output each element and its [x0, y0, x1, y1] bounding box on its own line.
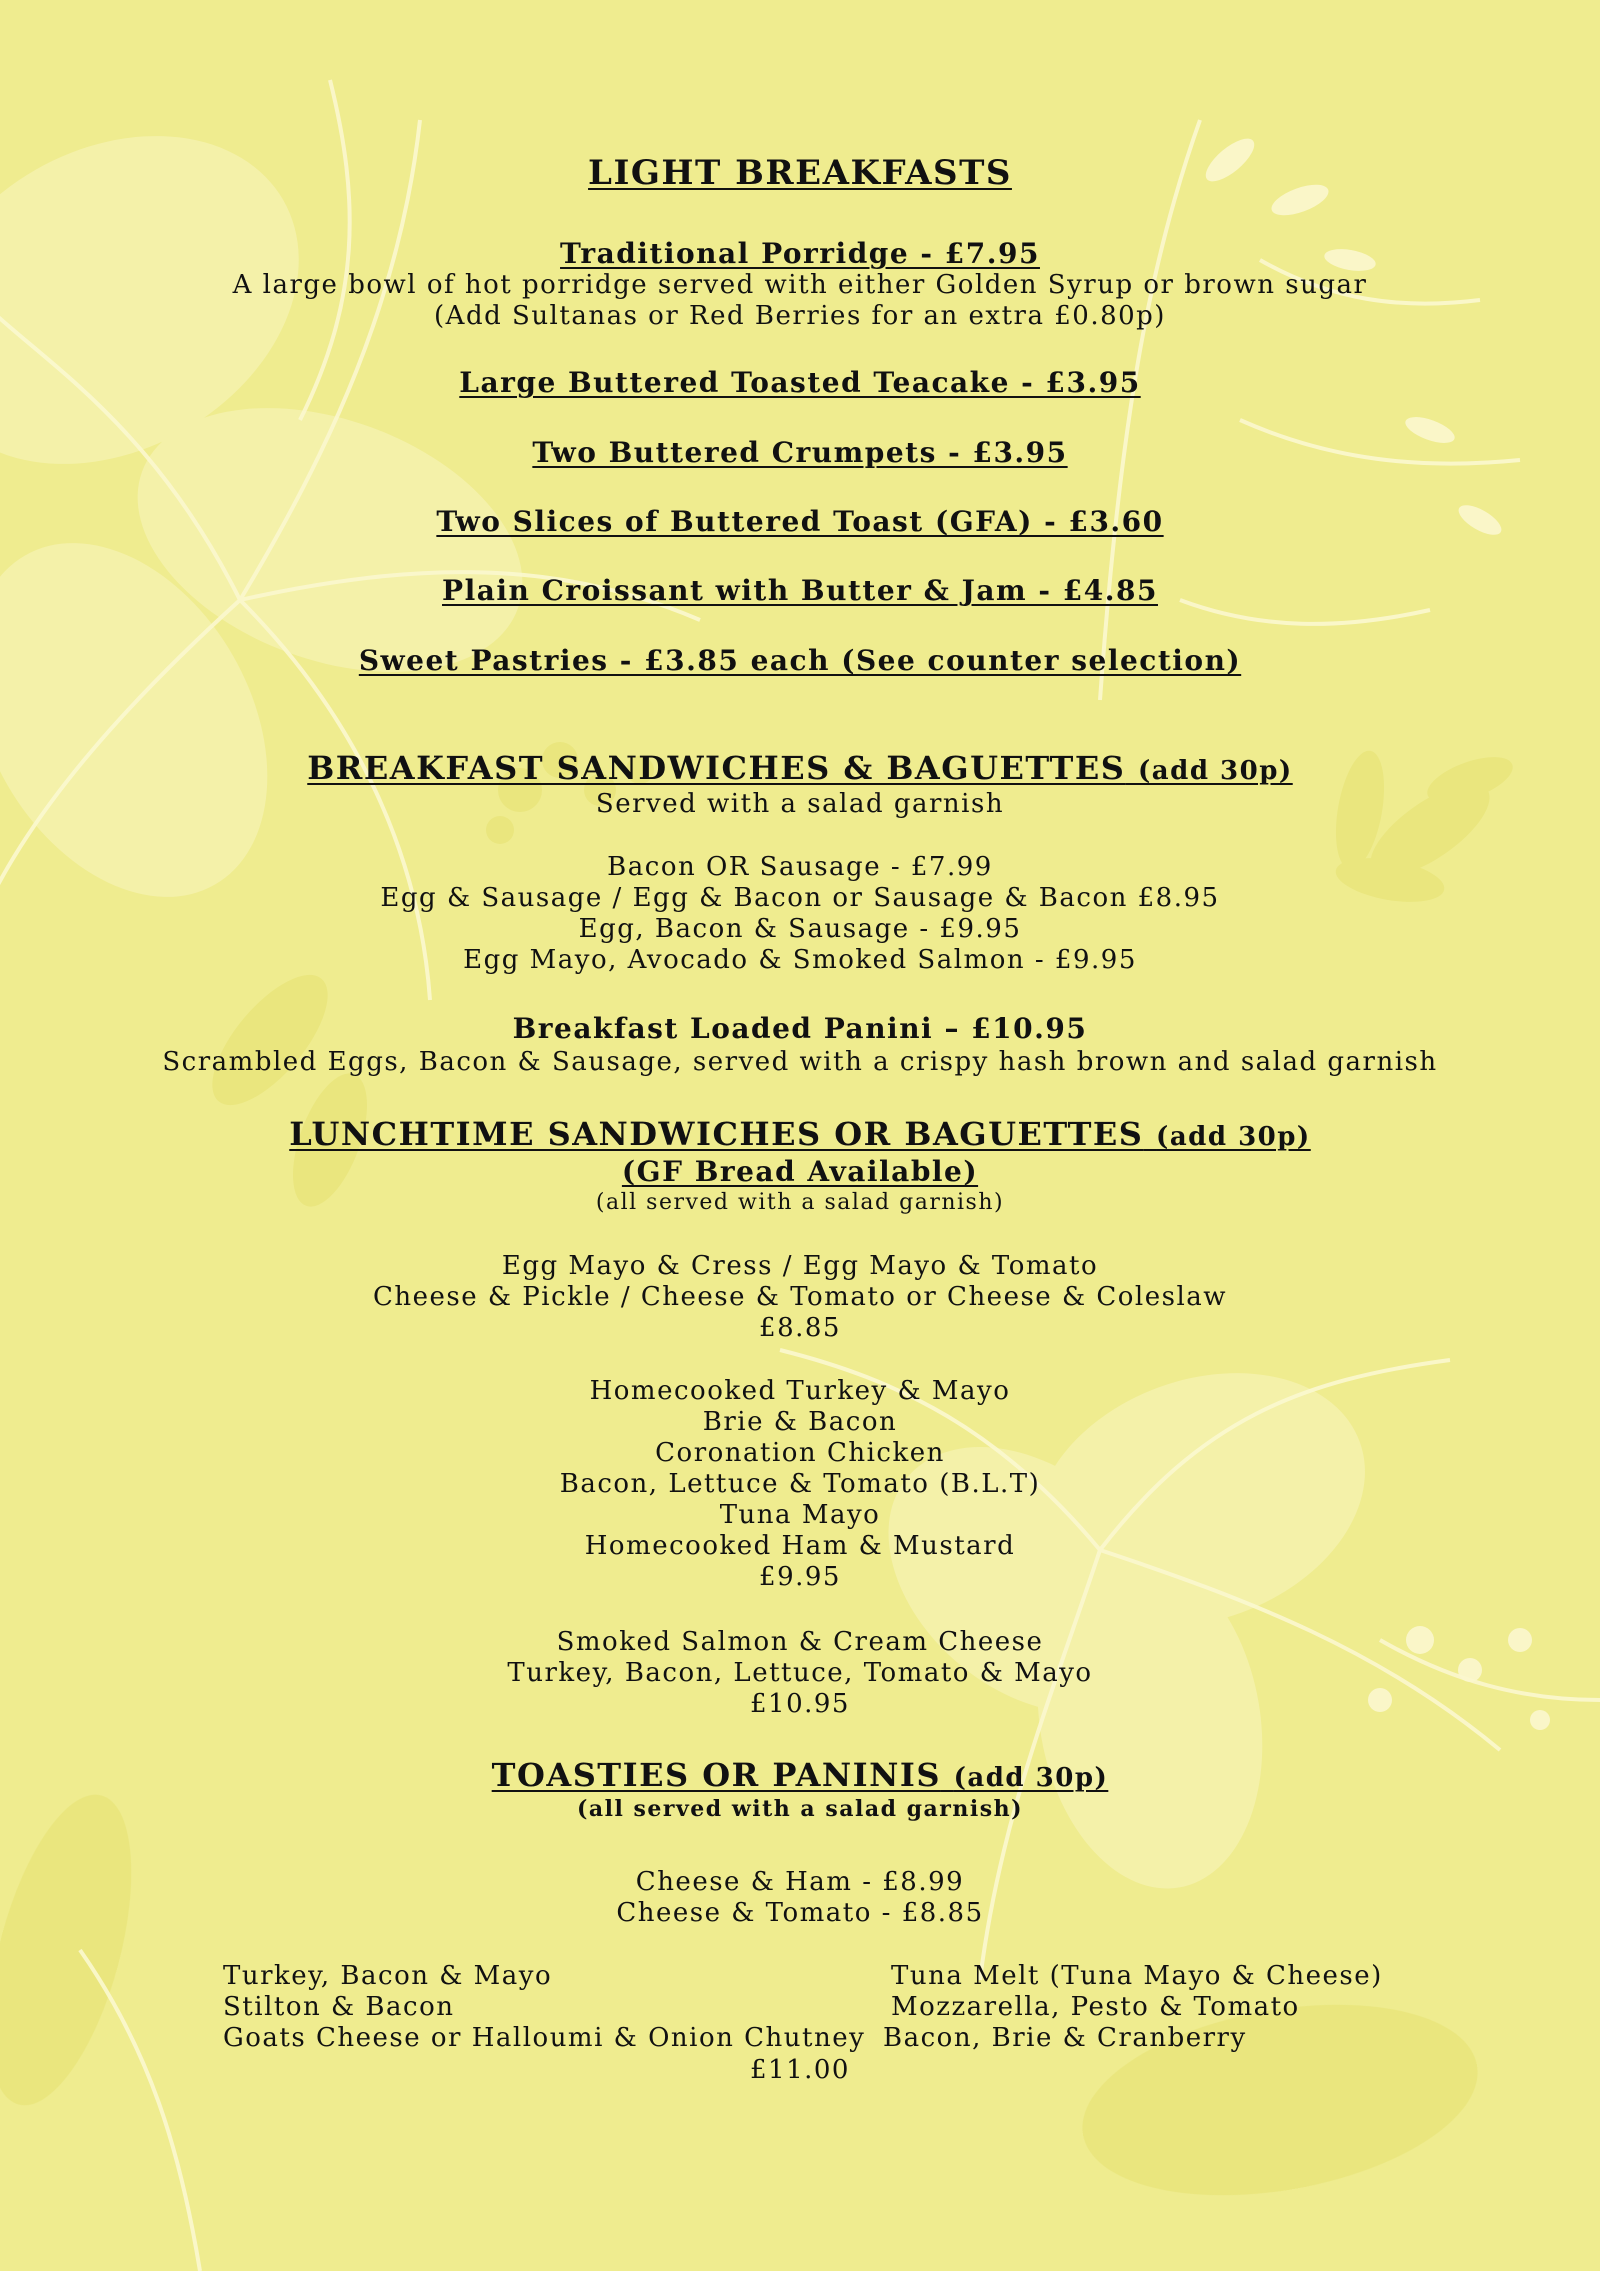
- panini-description: Scrambled Eggs, Bacon & Sausage, served with a crispy hash brown and salad garnish: [162, 1047, 1438, 1077]
- teacake-item: Large Buttered Toasted Teacake - £3.95: [459, 366, 1141, 399]
- croissant-item: Plain Croissant with Butter & Jam - £4.85: [442, 574, 1158, 607]
- toasties-heading: [0, 1756, 1600, 1797]
- pastries-item: Sweet Pastries - £3.85 each (See counter selection): [358, 644, 1242, 677]
- lunch-item: Homecooked Turkey & Mayo: [589, 1376, 1011, 1406]
- lunch-item: Cheese & Pickle / Cheese & Tomato or Cheese & Coleslaw: [372, 1282, 1228, 1312]
- porridge-extra: (Add Sultanas or Red Berries for an extra £0.80p): [434, 301, 1166, 331]
- toasties-price: £11.00: [750, 2055, 850, 2085]
- toastie-right-item: Mozzarella, Pesto & Tomato: [891, 1992, 1300, 2022]
- breakfast-item: Egg Mayo, Avocado & Smoked Salmon - £9.95: [463, 945, 1137, 975]
- toastie-left-item: Turkey, Bacon & Mayo: [223, 1961, 553, 1991]
- lunch-price: £10.95: [750, 1689, 850, 1719]
- lunch-item: Egg Mayo & Cress / Egg Mayo & Tomato: [501, 1251, 1099, 1281]
- breakfast-item: Egg & Sausage / Egg & Bacon or Sausage & Bacon £8.95: [380, 883, 1220, 913]
- porridge-description: A large bowl of hot porridge served with either Golden Syrup or brown sugar: [232, 270, 1368, 300]
- lunch-price: £8.85: [759, 1313, 841, 1343]
- lunch-item: Smoked Salmon & Cream Cheese: [556, 1627, 1044, 1657]
- toastie-left-item: Goats Cheese or Halloumi & Onion Chutney: [223, 2023, 866, 2053]
- crumpets-item: Two Buttered Crumpets - £3.95: [532, 436, 1068, 469]
- lunch-item: Coronation Chicken: [655, 1438, 945, 1468]
- breakfast-item: Egg, Bacon & Sausage - £9.95: [578, 914, 1022, 944]
- lunch-subtitle: (all served with a salad garnish): [595, 1190, 1005, 1215]
- lunch-item: Homecooked Ham & Mustard: [584, 1531, 1016, 1561]
- breakfast-sandwiches-title: BREAKFAST SANDWICHES & BAGUETTES: [307, 749, 1126, 787]
- toast-item: Two Slices of Buttered Toast (GFA) - £3.60: [436, 505, 1164, 538]
- lunch-add-note: (add 30p): [1156, 1122, 1311, 1152]
- toasties-add-note: (add 30p): [953, 1763, 1109, 1793]
- lunch-sandwiches-title: LUNCHTIME SANDWICHES OR BAGUETTES: [289, 1115, 1144, 1153]
- toastie-right-item: Bacon, Brie & Cranberry: [883, 2023, 1247, 2053]
- lunch-sandwiches-heading: [0, 1115, 1600, 1156]
- breakfast-sandwiches-heading: [0, 749, 1600, 790]
- porridge-title: Traditional Porridge - £7.95: [560, 237, 1040, 270]
- lunch-item: Turkey, Bacon, Lettuce, Tomato & Mayo: [507, 1658, 1093, 1688]
- light-breakfasts-heading: LIGHT BREAKFASTS: [588, 153, 1012, 193]
- lunch-item: Brie & Bacon: [702, 1407, 898, 1437]
- breakfast-item: Bacon OR Sausage - £7.99: [607, 852, 993, 882]
- lunch-price: £9.95: [759, 1562, 841, 1592]
- gf-bread-note: (GF Bread Available): [621, 1155, 979, 1188]
- lunch-item: Bacon, Lettuce & Tomato (B.L.T): [559, 1469, 1041, 1499]
- toastie-right-item: Tuna Melt (Tuna Mayo & Cheese): [891, 1961, 1383, 1991]
- panini-title: Breakfast Loaded Panini – £10.95: [512, 1012, 1088, 1045]
- toasties-subtitle: (all served with a salad garnish): [576, 1796, 1024, 1822]
- lunch-item: Tuna Mayo: [719, 1500, 881, 1530]
- toastie-item: Cheese & Tomato - £8.85: [616, 1898, 984, 1928]
- toastie-item: Cheese & Ham - £8.99: [635, 1867, 965, 1897]
- breakfast-add-note: (add 30p): [1138, 756, 1293, 786]
- toasties-title: TOASTIES OR PANINIS: [491, 1756, 941, 1794]
- breakfast-sandwiches-subtitle: Served with a salad garnish: [595, 789, 1005, 819]
- toastie-left-item: Stilton & Bacon: [223, 1992, 455, 2022]
